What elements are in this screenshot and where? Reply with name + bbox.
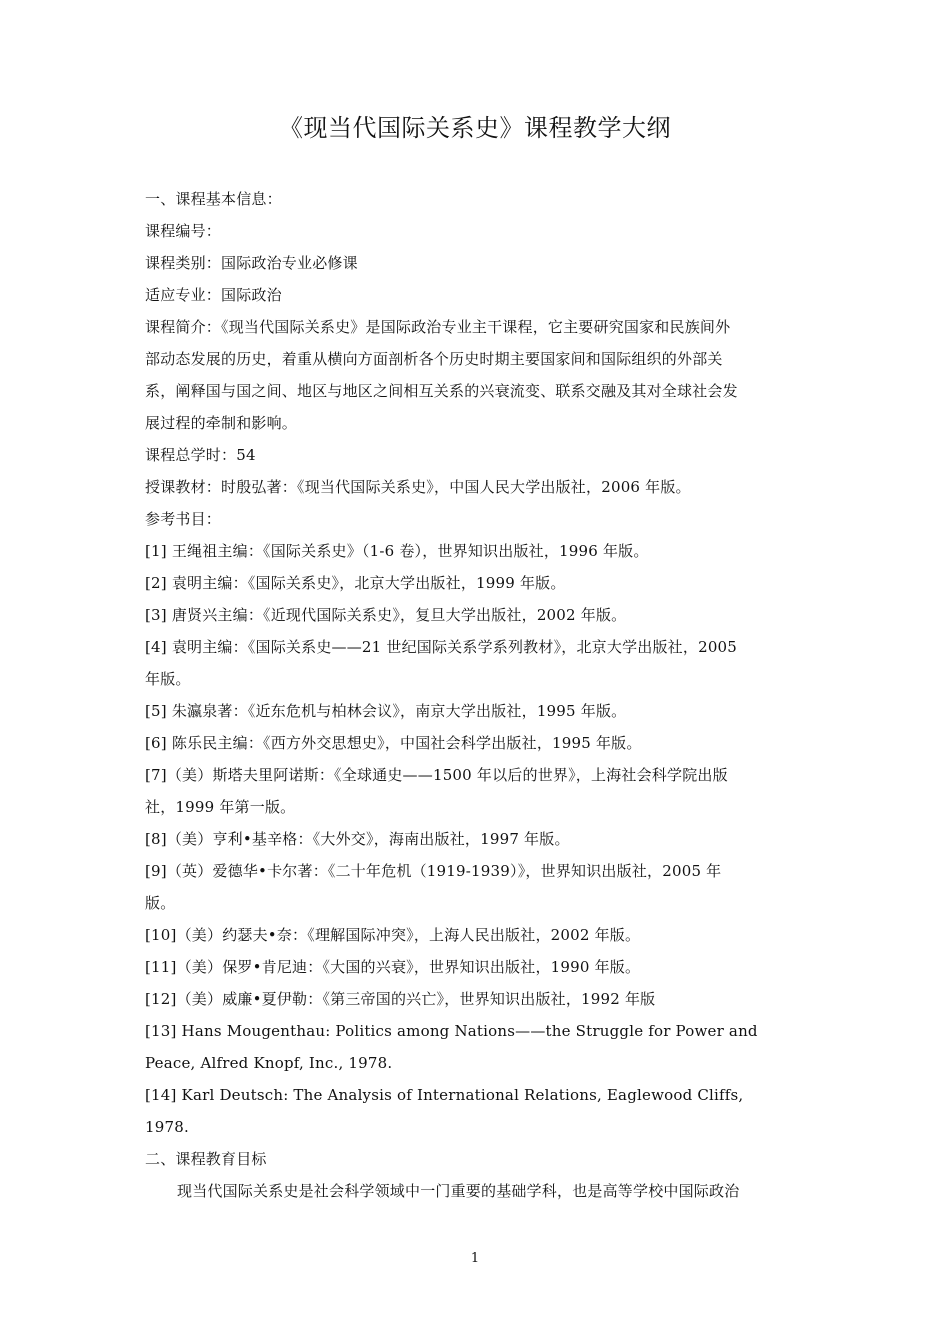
reference-item: [8]（美）亨利•基辛格：《大外交》，海南出版社，1997 年版。 xyxy=(145,830,570,848)
reference-item: [13] Hans Mougenthau: Politics among Nations——the Struggle for Power and xyxy=(145,1022,758,1040)
course-intro-line: 展过程的牵制和影响。 xyxy=(145,414,298,432)
document-body xyxy=(145,183,810,1207)
total-hours: 课程总学时：54 xyxy=(145,446,256,464)
course-intro-line: 课程简介：《现当代国际关系史》是国际政治专业主干课程，它主要研究国家和民族间外 xyxy=(145,318,731,336)
reference-item: [10]（美）约瑟夫•奈：《理解国际冲突》，上海人民出版社，2002 年版。 xyxy=(145,926,641,944)
reference-item: [6] 陈乐民主编：《西方外交思想史》，中国社会科学出版社，1995 年版。 xyxy=(145,734,642,752)
paragraph-education-goals: 现当代国际关系史是社会科学领域中一门重要的基础学科，也是高等学校中国际政治 xyxy=(177,1182,740,1200)
reference-item: [3] 唐贤兴主编：《近现代国际关系史》，复旦大学出版社，2002 年版。 xyxy=(145,606,627,624)
section-heading-education-goals: 二、课程教育目标 xyxy=(145,1150,267,1168)
reference-item-continued: 社，1999 年第一版。 xyxy=(145,798,296,816)
reference-item-continued: Peace, Alfred Knopf, Inc., 1978. xyxy=(145,1054,393,1072)
document-title: 《现当代国际关系史》课程教学大纲 xyxy=(279,114,671,142)
reference-item-continued: 1978. xyxy=(145,1118,189,1136)
reference-item: [9]（英）爱德华•卡尔著：《二十年危机（1919-1939）》，世界知识出版社，2005 年 xyxy=(145,862,722,880)
reference-item: [14] Karl Deutsch: The Analysis of International Relations, Eaglewood Cliffs, xyxy=(145,1086,744,1104)
course-intro-line: 系，阐释国与国之间、地区与地区之间相互关系的兴衰流变、联系交融及其对全球社会发 xyxy=(145,382,738,400)
reference-item: [11]（美）保罗•肯尼迪：《大国的兴衰》，世界知识出版社，1990 年版。 xyxy=(145,958,641,976)
page-number: 1 xyxy=(470,1251,480,1266)
section-heading-basic-info: 一、课程基本信息： xyxy=(145,190,282,208)
course-intro-line: 部动态发展的历史，着重从横向方面剖析各个历史时期主要国家间和国际组织的外部关 xyxy=(145,350,723,368)
course-category: 课程类别：国际政治专业必修课 xyxy=(145,254,358,272)
reference-item: [2] 袁明主编：《国际关系史》，北京大学出版社，1999 年版。 xyxy=(145,574,566,592)
reference-item: [1] 王绳祖主编：《国际关系史》（1-6 卷），世界知识出版社，1996 年版。 xyxy=(145,542,649,560)
reference-item-continued: 版。 xyxy=(145,894,176,912)
reference-item-continued: 年版。 xyxy=(145,670,191,688)
applicable-major: 适应专业：国际政治 xyxy=(145,286,282,304)
textbook: 授课教材：时殷弘著：《现当代国际关系史》，中国人民大学出版社，2006 年版。 xyxy=(145,478,691,496)
references-heading: 参考书目： xyxy=(145,510,222,528)
reference-item: [4] 袁明主编：《国际关系史——21 世纪国际关系学系列教材》，北京大学出版社，2005 xyxy=(145,638,738,656)
reference-item: [7]（美）斯塔夫里阿诺斯：《全球通史——1500 年以后的世界》，上海社会科学院出版 xyxy=(145,766,728,784)
reference-item: [5] 朱瀛泉著：《近东危机与柏林会议》，南京大学出版社，1995 年版。 xyxy=(145,702,627,720)
course-code: 课程编号： xyxy=(145,222,222,240)
reference-item: [12]（美）威廉•夏伊勒：《第三帝国的兴亡》，世界知识出版社，1992 年版 xyxy=(145,990,656,1008)
